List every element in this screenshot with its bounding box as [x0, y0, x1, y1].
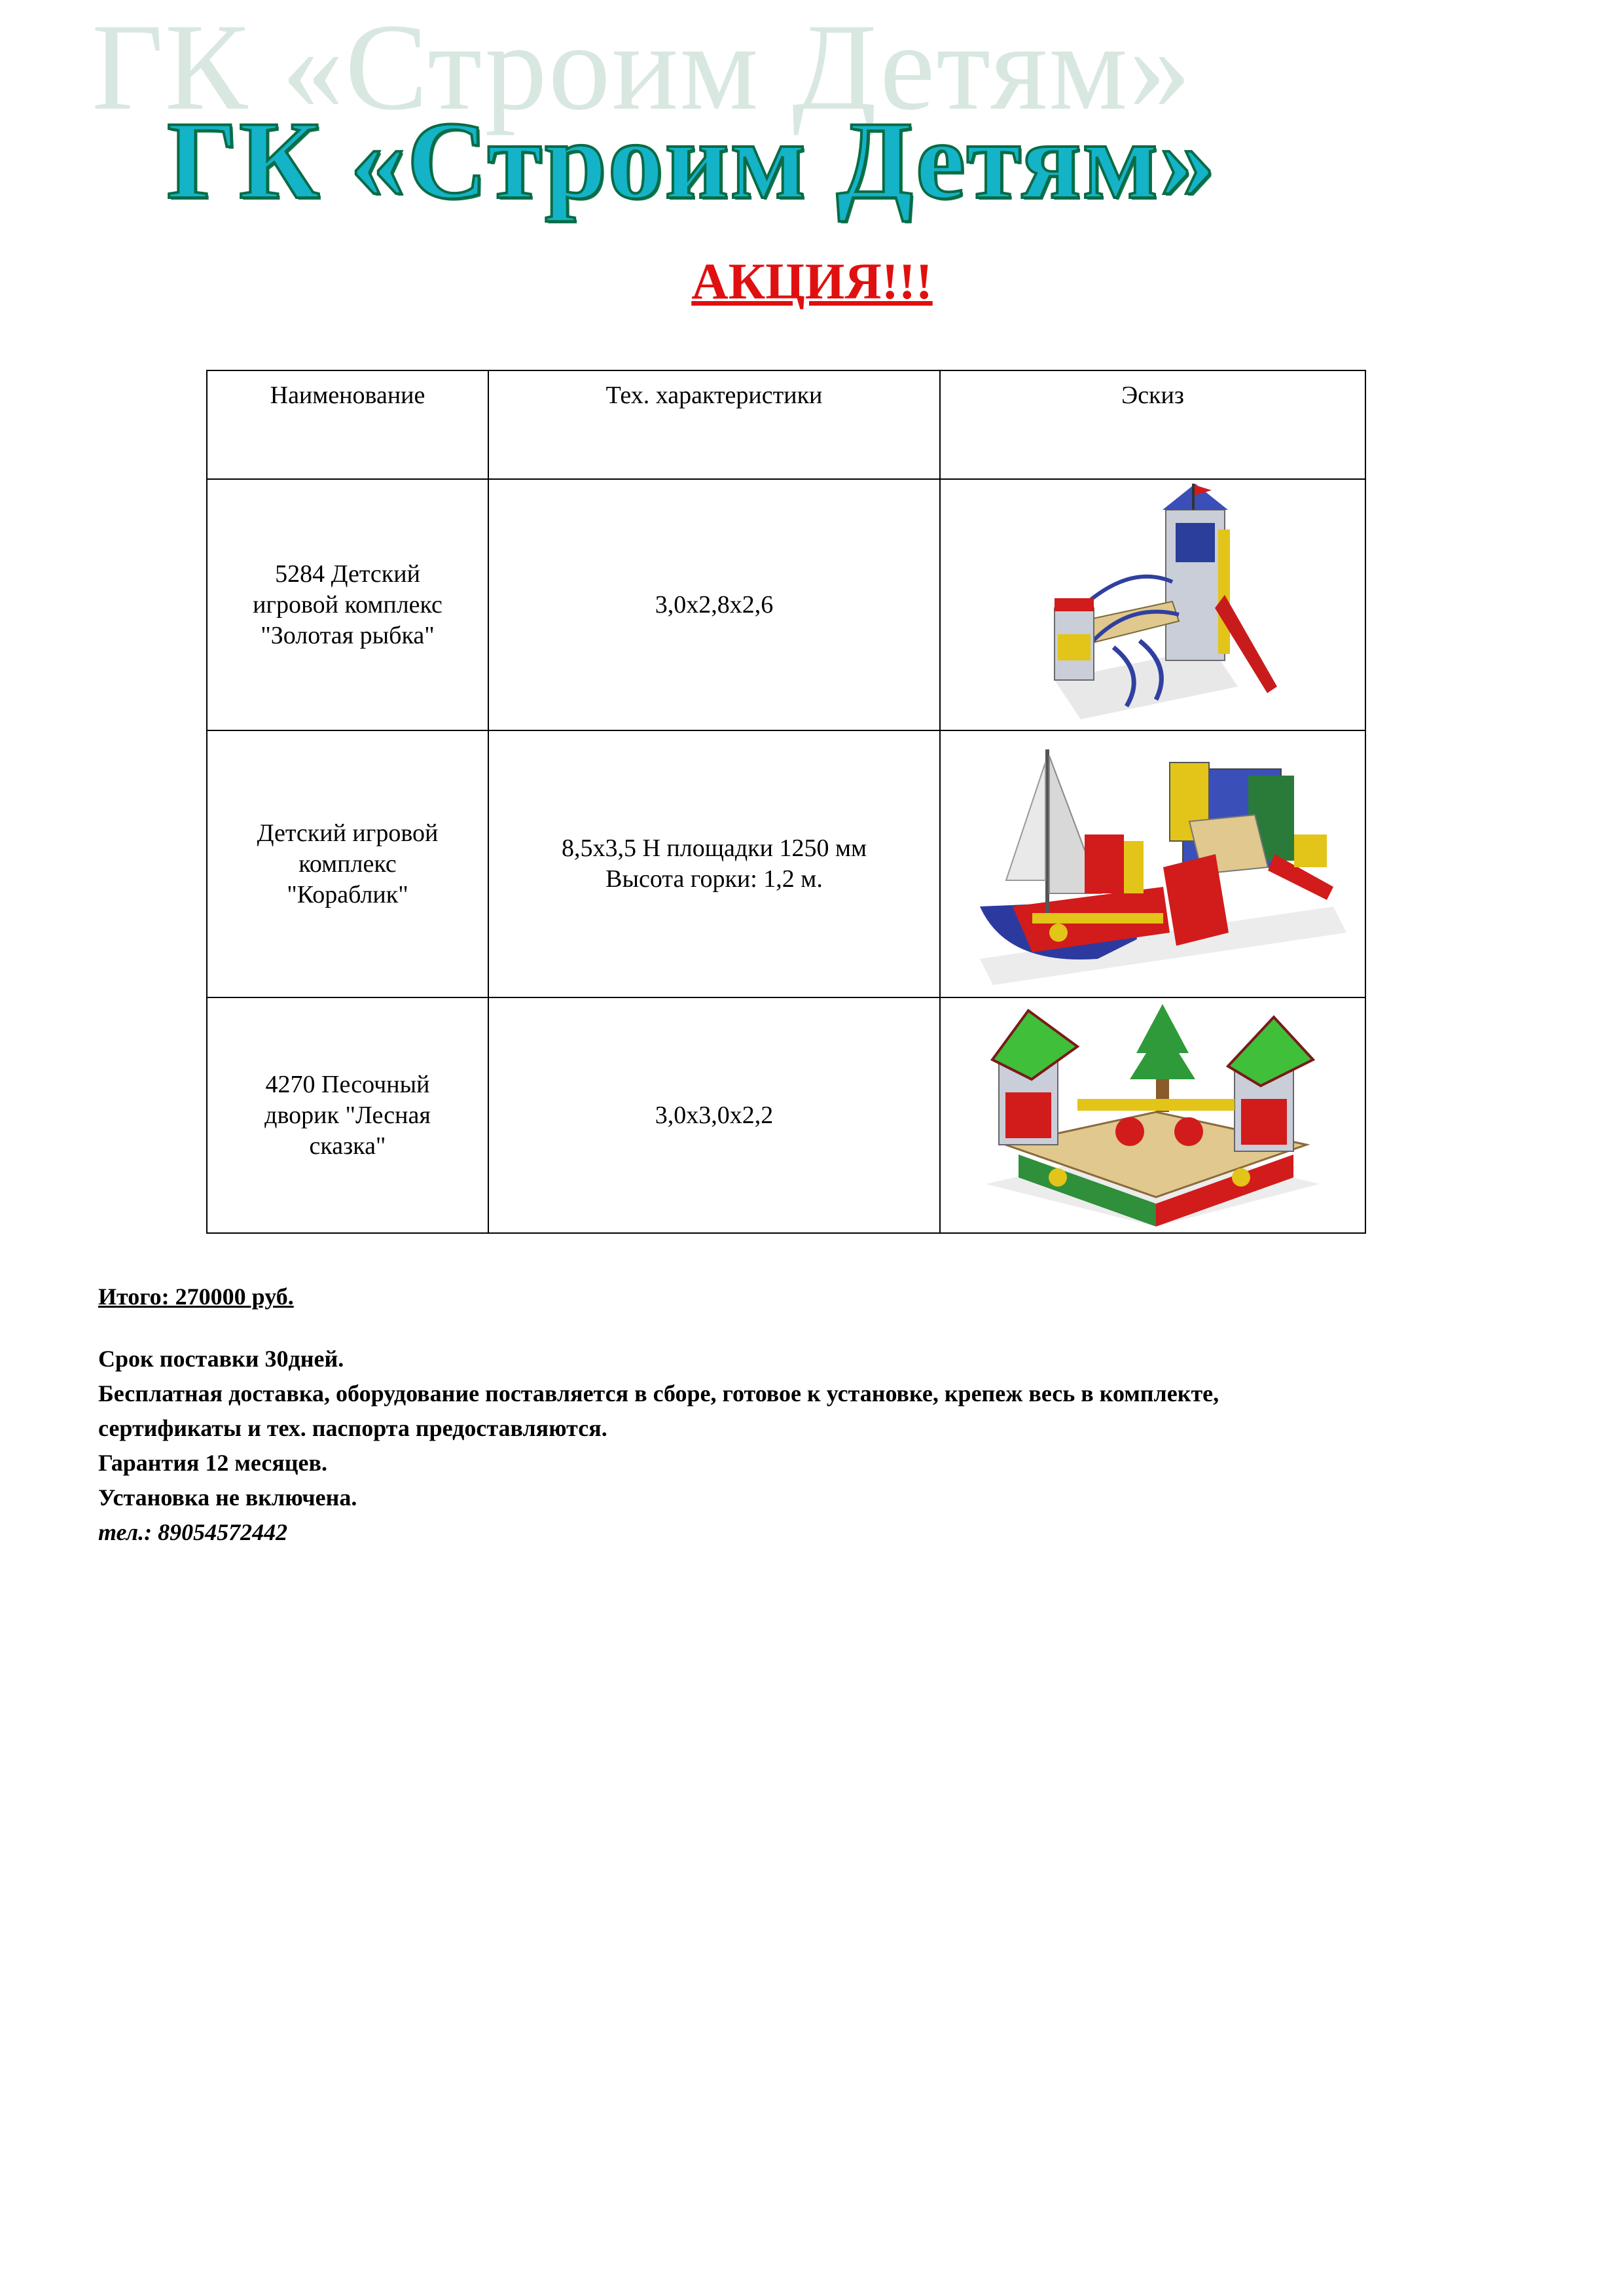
- table-row: [207, 479, 1365, 730]
- delivery-term: Срок поставки 30дней.: [98, 1346, 344, 1372]
- product-name: Детский игровой комплекс "Кораблик": [207, 730, 488, 997]
- product-name: 5284 Детский игровой комплекс "Золотая рыбка": [207, 479, 488, 730]
- contact-phone: тел.: 89054572442: [98, 1519, 288, 1545]
- product-sketch: [940, 730, 1365, 997]
- product-specs: 3,0х2,8х2,6: [488, 479, 940, 730]
- installation-note: Установка не включена.: [98, 1484, 357, 1511]
- terms-block: [98, 1342, 1538, 1550]
- certificates-note: сертификаты и тех. паспорта предоставляются.: [98, 1415, 607, 1441]
- promo-title: АКЦИЯ!!!: [691, 253, 933, 310]
- sandbox-yard-icon: [979, 1001, 1326, 1230]
- product-specs: 3,0х3,0х2,2: [488, 997, 940, 1233]
- table-row: [207, 997, 1365, 1233]
- product-sketch: [940, 997, 1365, 1233]
- product-specs: 8,5х3,5 Н площадки 1250 мм Высота горки: 1,2 м.: [488, 730, 940, 997]
- table-header-row: [207, 370, 1365, 479]
- playground-ship-icon: [967, 736, 1360, 992]
- total-price: Итого: 270000 руб.: [98, 1283, 294, 1310]
- table-row: [207, 730, 1365, 997]
- header-specs: Тех. характеристики: [488, 370, 940, 479]
- product-name: 4270 Песочный дворик "Лесная сказка": [207, 997, 488, 1233]
- watermark-title: ГК «Строим Детям»: [92, 0, 1193, 136]
- products-table: [206, 370, 1366, 1234]
- header-sketch: Эскиз: [940, 370, 1365, 479]
- playground-castle-slide-icon: [1015, 484, 1290, 726]
- company-logo-title: ГК «Строим Детям»: [167, 99, 1217, 222]
- warranty-note: Гарантия 12 месяцев.: [98, 1450, 327, 1476]
- delivery-details: Бесплатная доставка, оборудование поставляется в сборе, готовое к установке, крепеж весь в комплекте,: [98, 1380, 1219, 1407]
- product-sketch: [940, 479, 1365, 730]
- header-name: Наименование: [207, 370, 488, 479]
